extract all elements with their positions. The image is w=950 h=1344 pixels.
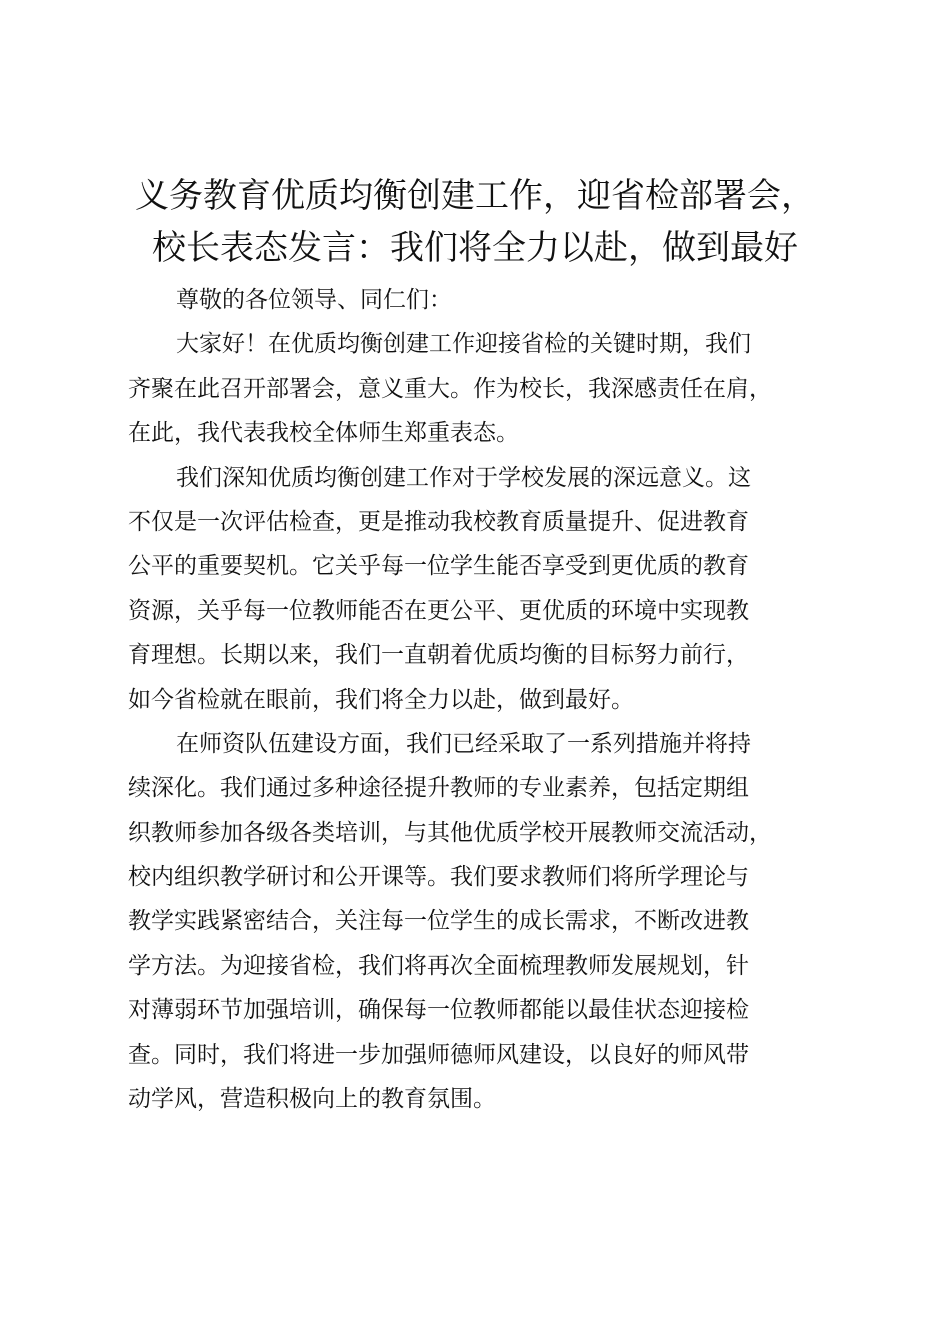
paragraph-line: 大家好！在优质均衡创建工作迎接省检的关键时期，我们	[176, 331, 751, 358]
paragraph-line: 育理想。长期以来，我们一直朝着优质均衡的目标努力前行，	[128, 642, 749, 669]
teacher-development-paragraph	[128, 722, 856, 1122]
title-line: 校长表态发言：我们将全力以赴，做到最好	[152, 228, 798, 268]
paragraph-line: 学方法。为迎接省检，我们将再次全面梳理教师发展规划，针	[128, 952, 749, 979]
paragraph-line: 织教师参加各级各类培训，与其他优质学校开展教师交流活动，	[128, 819, 772, 846]
paragraph-line: 在此，我代表我校全体师生郑重表态。	[128, 420, 519, 447]
paragraph-line: 对薄弱环节加强培训，确保每一位教师都能以最佳状态迎接检	[128, 997, 749, 1024]
greeting-paragraph	[128, 322, 856, 455]
paragraph-line: 动学风，营造积极向上的教育氛围。	[128, 1086, 496, 1113]
paragraph-line: 在师资队伍建设方面，我们已经采取了一系列措施并将持	[176, 730, 751, 757]
paragraph-line: 校内组织教学研讨和公开课等。我们要求教师们将所学理论与	[128, 864, 749, 891]
salutation-paragraph	[128, 278, 856, 322]
paragraph-line: 如今省检就在眼前，我们将全力以赴，做到最好。	[128, 686, 634, 713]
paragraph-line: 尊敬的各位领导、同仁们：	[176, 287, 452, 313]
document-title	[100, 170, 850, 274]
paragraph-line: 齐聚在此召开部署会，意义重大。作为校长，我深感责任在肩，	[128, 375, 772, 402]
paragraph-line: 教学实践紧密结合，关注每一位学生的成长需求，不断改进教	[128, 908, 749, 935]
significance-paragraph	[128, 456, 856, 722]
document-body	[128, 278, 856, 1121]
paragraph-line: 资源，关乎每一位教师能否在更公平、更优质的环境中实现教	[128, 597, 749, 624]
paragraph-line: 公平的重要契机。它关乎每一位学生能否享受到更优质的教育	[128, 553, 749, 580]
paragraph-line: 续深化。我们通过多种途径提升教师的专业素养，包括定期组	[128, 775, 749, 802]
paragraph-line: 不仅是一次评估检查，更是推动我校教育质量提升、促进教育	[128, 508, 749, 535]
title-line: 义务教育优质均衡创建工作，迎省检部署会，	[135, 176, 815, 216]
paragraph-line: 我们深知优质均衡创建工作对于学校发展的深远意义。这	[176, 464, 751, 491]
paragraph-line: 查。同时，我们将进一步加强师德师风建设，以良好的师风带	[128, 1041, 749, 1068]
